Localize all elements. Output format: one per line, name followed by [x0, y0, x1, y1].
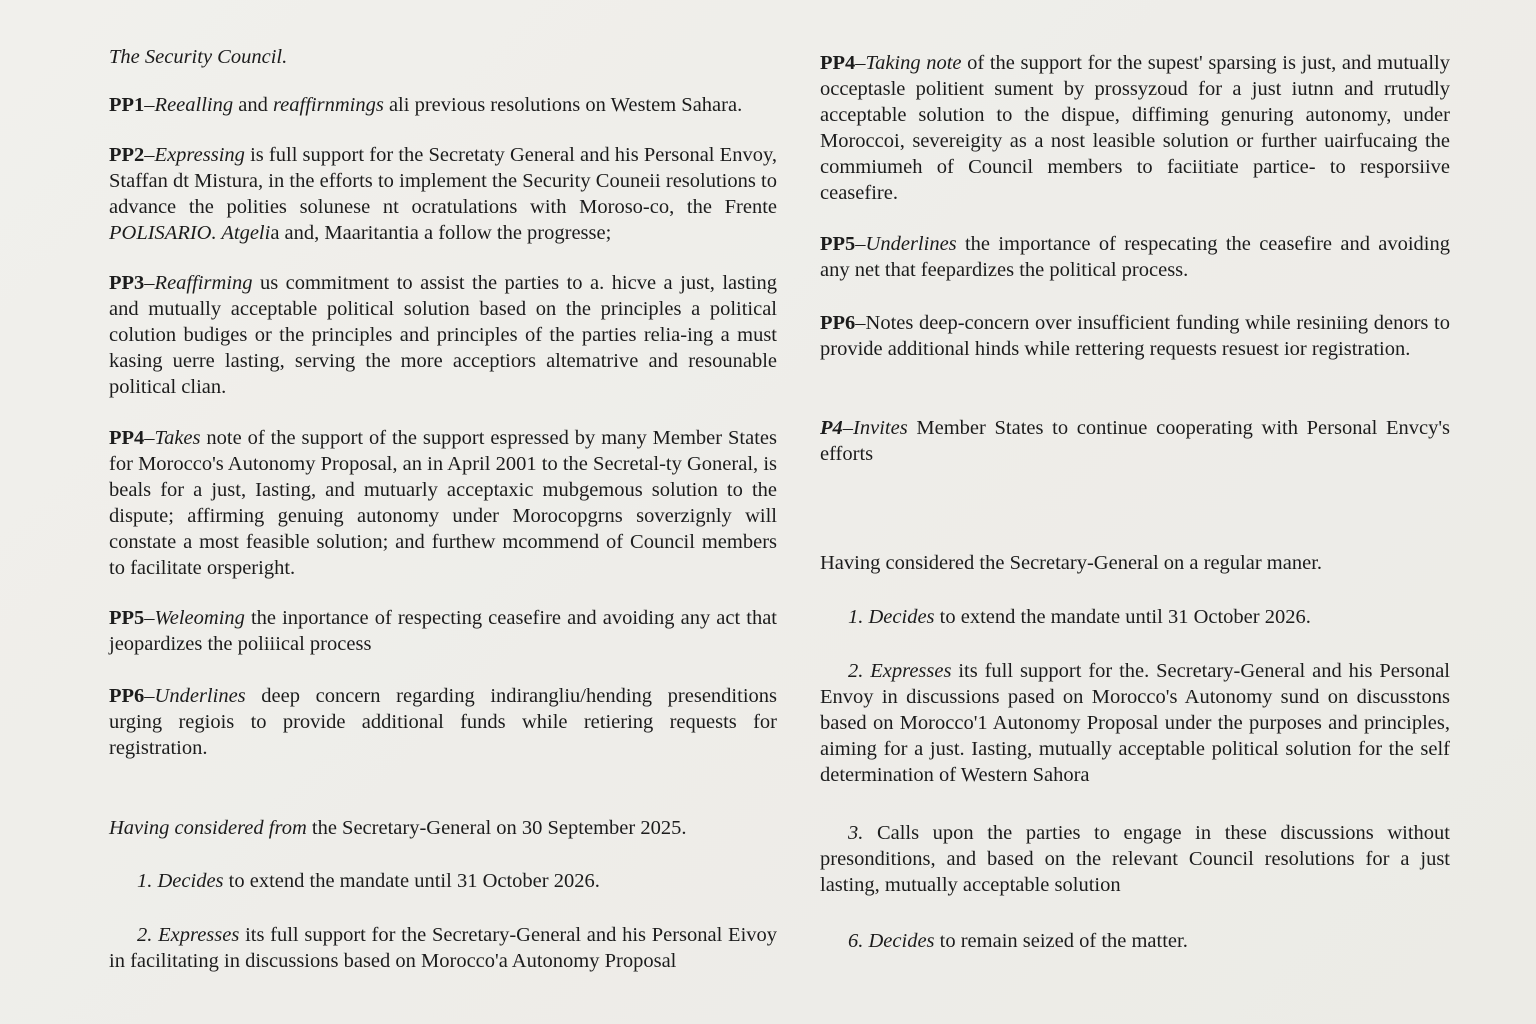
operative-verb: Expresses: [158, 924, 240, 946]
dash: –: [144, 427, 155, 449]
operative-number: 2.: [848, 660, 864, 682]
paragraph-pp5: [109, 605, 777, 657]
paragraph-verb: Reealling: [154, 94, 234, 116]
operative-number: 3.: [848, 822, 864, 844]
paragraph-label: PP2: [109, 144, 145, 166]
operative-text: its full support for the Secretary-General and his Personal Eivoy in facilitating in discussions based on Morocco'a Autonomy Proposal: [109, 924, 778, 972]
paragraph-verb: Weleoming: [154, 607, 245, 629]
operative-number: 2.: [137, 924, 153, 946]
dash: –: [855, 312, 866, 334]
paragraph-text: ali previous resolutions on Westem Sahara.: [383, 94, 743, 116]
operative-number: 1.: [137, 870, 153, 892]
operative-verb: Decides: [157, 870, 224, 892]
dash: –: [144, 94, 155, 116]
paragraph-label: PP5: [820, 233, 856, 255]
operative-1: [109, 868, 777, 894]
operative-number: 6.: [848, 930, 864, 952]
paragraph-pp5-right: [820, 231, 1450, 283]
operative-1-right: [820, 604, 1450, 630]
dash: –: [855, 52, 866, 74]
paragraph-label: PP6: [109, 685, 145, 707]
paragraph-label: PP6: [820, 312, 856, 334]
dash: –: [144, 685, 155, 707]
paragraph-verb: Underlines: [865, 233, 957, 255]
paragraph-text: a and, Maaritantia a follow the progresse;: [270, 222, 612, 244]
paragraph-text: deep concern regarding indirangliu/hending presenditions urging regiois to provide additional funds while retiering requests for registration.: [109, 685, 777, 759]
paragraph-text: Member States to continue cooperating with Personal Envcy's efforts: [820, 417, 1450, 465]
paragraph-label: PP5: [109, 607, 145, 629]
paragraph-pp4: [109, 425, 777, 581]
operative-verb: Expresses: [870, 660, 952, 682]
having-considered: [109, 815, 777, 841]
paragraph-text: us commitment to assist the parties to a. hicve a just, lasting and mutually acceptable political solution based on the principles a political colution budiges or the principles and principles of the parties relia-ing a must kasing uerre lasting, serving the more acceptiors altematrive and resounable political clian.: [109, 272, 777, 398]
paragraph-text: and: [233, 94, 273, 116]
paragraph-text: the importance of respecating the ceasefire and avoiding any net that feepardizes the political process.: [820, 233, 1450, 281]
paragraph-label: P4: [820, 417, 843, 439]
paragraph-verb: Takes: [154, 427, 201, 449]
operative-number: 1.: [848, 606, 864, 628]
paragraph-label: PP4: [109, 427, 145, 449]
paragraph-verb: Taking note: [865, 52, 962, 74]
operative-3-right: [820, 820, 1450, 898]
paragraph-text: is full support for the Secretaty General and his Personal Envoy, Staffan dt Mistura, in the efforts to implement the Security Couneii resolutions to advance the polities solunese nt ocratulations with Moroso-co, the Frente: [109, 144, 777, 218]
operative-text: Calls upon the parties to engage in these discussions without presonditions, and based on the relevant Council resolutions for a just lasting, mutually acceptable solution: [820, 822, 1450, 896]
paragraph-verb: Expressing: [154, 144, 245, 166]
dash: –: [144, 144, 155, 166]
having-considered-right: Having considered the Secretary-General on a regular maner.: [820, 552, 1323, 574]
operative-text: to extend the mandate until 31 October 2026.: [223, 870, 600, 892]
operative-verb: Decides: [868, 930, 935, 952]
having-considered-text: the Secretary-General on 30 September 2025.: [306, 817, 687, 839]
dash: –: [855, 233, 866, 255]
preamble-intro: The Security Council.: [109, 46, 288, 68]
paragraph-label: PP1: [109, 94, 145, 116]
operative-text: to extend the mandate until 31 October 2026.: [934, 606, 1311, 628]
operative-2-right: [820, 658, 1450, 788]
operative-6-right: [820, 928, 1450, 954]
paragraph-label: PP3: [109, 272, 145, 294]
paragraph-text: note of the support of the support espressed by many Member States for Morocco's Autonomy Proposal, an in April 2001 to the Secretal-ty Goneral, is beals for a just, Iasting, and mutuarly acceptaxic mubgemous solution to the dispute; affirming genuing autonomy under Morocopgrns soverzignly will constate a most feasible solution; and furthew mcommend of Council members to facilitate orsperight.: [109, 427, 777, 579]
dash: –: [144, 272, 155, 294]
paragraph-text: of the support for the supest' sparsing is just, and mutually occeptasle politient sument by prossyzoud for a just iutnn and rrutudly acceptable solution to the dispue, diffiming genuring autonomy, under Moroccoi, severeigity as a nost leasible solution or further uairfucaing the commiumeh of Council members to faciitiate partice- to resporsiive ceasefire.: [820, 52, 1450, 204]
paragraph-text: the inportance of respecting ceasefire and avoiding any act that jeopardizes the poliiical process: [109, 607, 777, 655]
operative-verb: Decides: [868, 606, 935, 628]
paragraph-verb: Invites: [853, 417, 908, 439]
paragraph-verb: Reaffirming: [154, 272, 253, 294]
paragraph-verb: Underlines: [154, 685, 246, 707]
paragraph-label: PP4: [820, 52, 856, 74]
paragraph-pp2: [109, 142, 777, 246]
paragraph-verb: reaffirnmings: [272, 94, 384, 116]
paragraph-pp4-right: [820, 50, 1450, 206]
operative-2: [109, 922, 777, 974]
paragraph-text: Notes deep-concern over insufficient funding while resiniing denors to provide additional hinds while rettering requests resuest ior registration.: [820, 312, 1450, 360]
paragraph-pp6-right: [820, 310, 1450, 362]
operative-text: to remain seized of the matter.: [934, 930, 1188, 952]
paragraph-pp1: [109, 92, 777, 118]
paragraph-p4-invites: [820, 415, 1450, 467]
dash: –: [144, 607, 155, 629]
operative-text: its full support for the. Secretary-General and his Personal Envoy in discussions pased on Morocco's Autonomy sund on discusstons based on Morocco'1 Autonomy Proposal under the purposes and principles, aiming for a just. Iasting, mutually acceptable political solution for the self determination of Western Sahora: [820, 660, 1450, 786]
paragraph-italic: POLISARIO. Atgeli: [109, 222, 271, 244]
having-considered-italic: Having considered from: [109, 817, 307, 839]
dash: –: [842, 417, 854, 439]
paragraph-pp3: [109, 270, 777, 400]
paragraph-pp6: [109, 683, 777, 761]
